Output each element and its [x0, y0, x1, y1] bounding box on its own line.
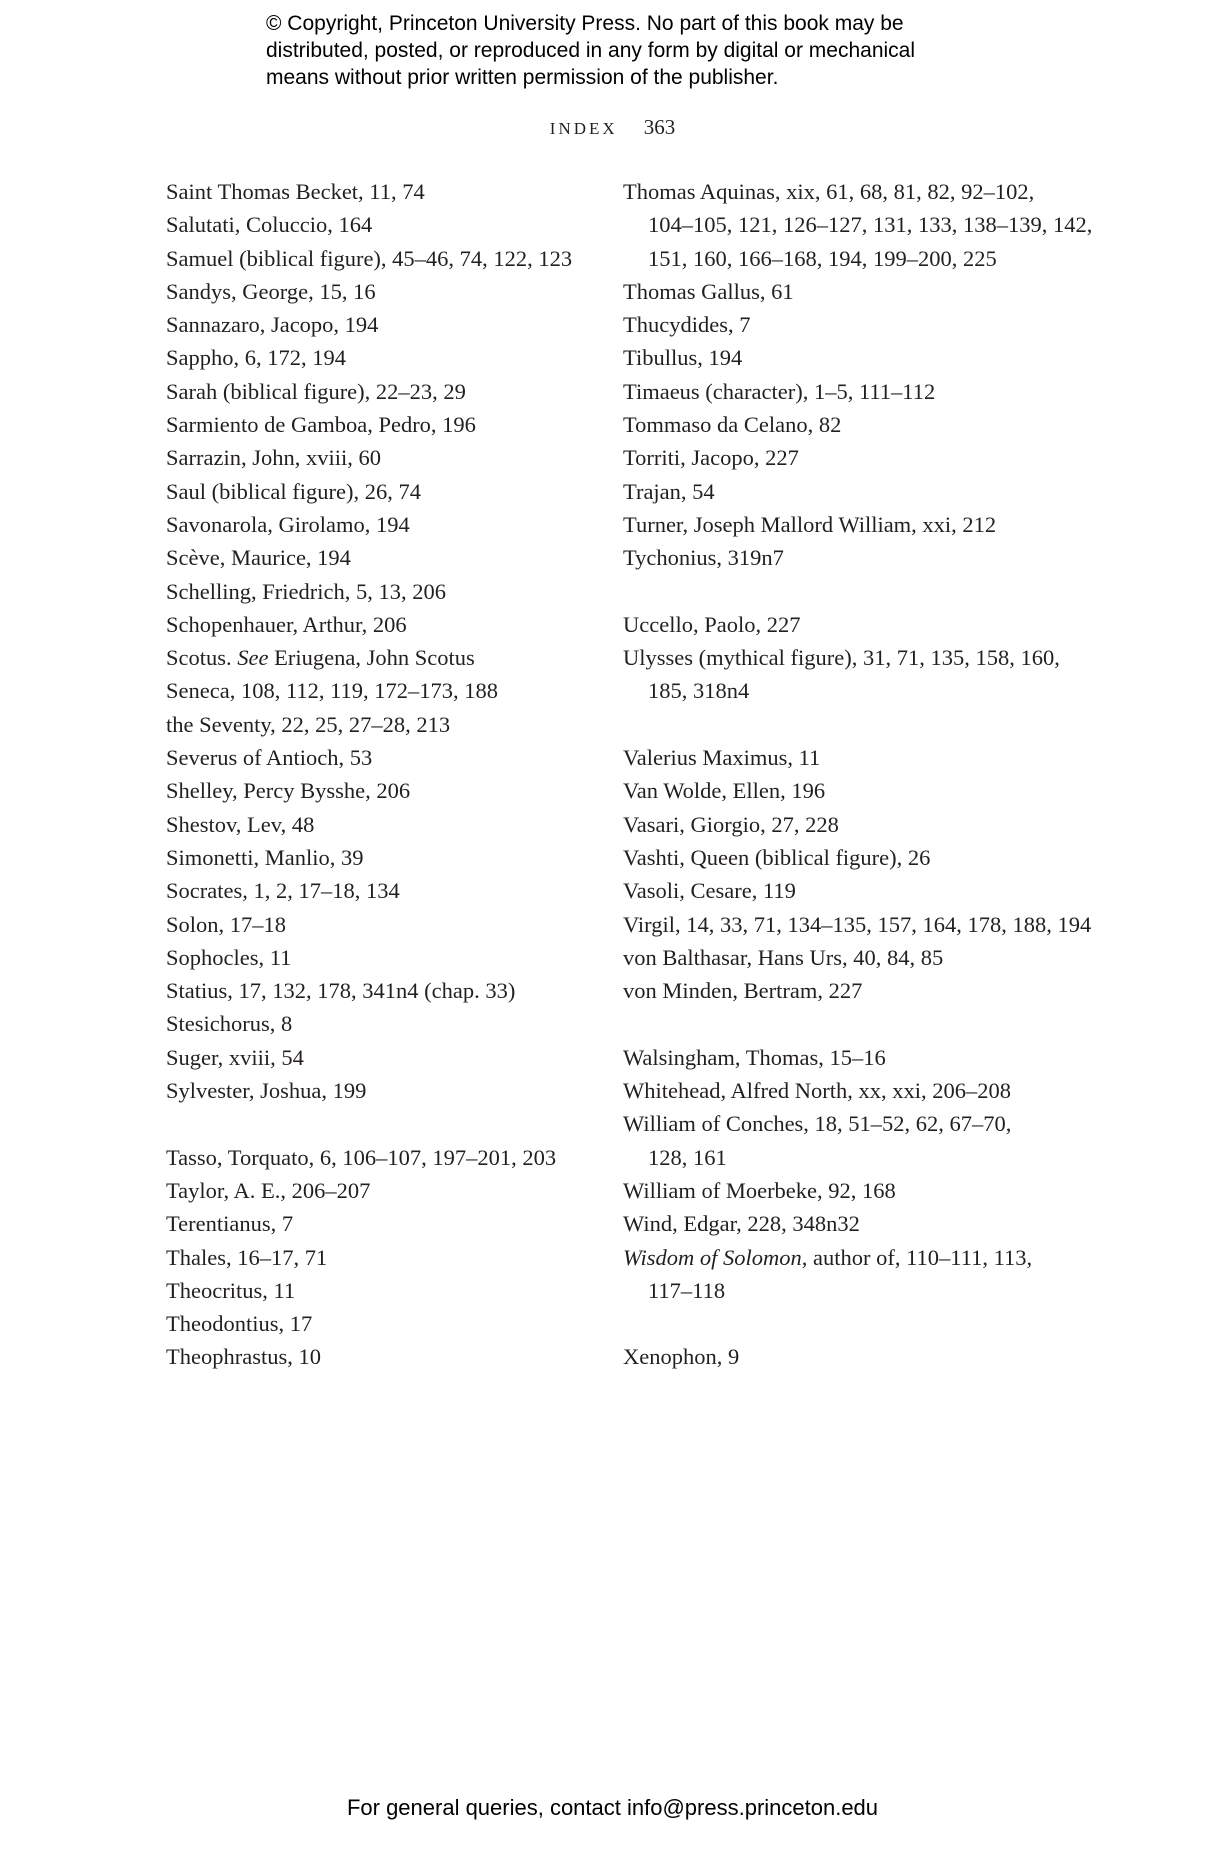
- index-entry: [166, 908, 616, 941]
- index-entry-text: Salutati, Coluccio, 164: [166, 212, 373, 238]
- index-entry-text: Simonetti, Manlio, 39: [166, 844, 364, 870]
- index-entry-text: Torriti, Jacopo, 227: [623, 445, 799, 471]
- index-entry: [623, 974, 1063, 1007]
- index-entry-text: Theodontius, 17: [166, 1311, 313, 1337]
- index-entry: [166, 375, 616, 408]
- index-entry-continuation: [623, 1141, 1063, 1174]
- index-entry: [623, 941, 1063, 974]
- index-entry: [623, 408, 1063, 441]
- index-entry: [623, 508, 1063, 541]
- index-entry-continuation: [623, 1274, 1063, 1307]
- index-entry-text: Trajan, 54: [623, 478, 715, 504]
- index-spacer: [623, 575, 1063, 608]
- copyright-line: © Copyright, Princeton University Press. No part of this book may be: [266, 12, 904, 35]
- index-entry-text: Thales, 16–17, 71: [166, 1244, 328, 1270]
- index-entry-text: Terentianus, 7: [166, 1211, 294, 1237]
- index-entry-italic: See: [237, 645, 269, 671]
- index-entry: [623, 641, 1063, 674]
- index-entry: [166, 208, 616, 241]
- index-entry: [166, 475, 616, 508]
- index-entry: [623, 808, 1063, 841]
- index-entry-text: Theophrastus, 10: [166, 1344, 321, 1370]
- index-entry: [166, 1274, 616, 1307]
- index-entry: [623, 608, 1063, 641]
- index-entry-text: Saul (biblical figure), 26, 74: [166, 478, 421, 504]
- index-entry-text: Savonarola, Girolamo, 194: [166, 511, 410, 537]
- index-entry-text: Sophocles, 11: [166, 944, 292, 970]
- index-entry-text: Stesichorus, 8: [166, 1011, 293, 1037]
- index-entry-text: Scotus.: [166, 645, 238, 671]
- index-entry-text: Theocritus, 11: [166, 1277, 296, 1303]
- index-spacer: [623, 1007, 1063, 1040]
- index-entry: [166, 175, 616, 208]
- index-entry: [623, 841, 1063, 874]
- index-entry-text: Virgil, 14, 33, 71, 134–135, 157, 164, 178, 188, 194: [623, 911, 1092, 937]
- running-head-label: INDEX: [549, 119, 618, 138]
- index-entry: [166, 1241, 616, 1274]
- index-entry-text: Sarmiento de Gamboa, Pedro, 196: [166, 412, 476, 438]
- index-entry: [623, 175, 1063, 208]
- index-entry: [166, 1174, 616, 1207]
- index-entry-text: 185, 318n4: [648, 678, 750, 704]
- index-entry-text: Solon, 17–18: [166, 911, 287, 937]
- index-entry: [166, 741, 616, 774]
- index-column-right: [623, 175, 1093, 1374]
- index-entry: [166, 275, 616, 308]
- index-entry: [166, 508, 616, 541]
- index-entry-text: Taylor, A. E., 206–207: [166, 1177, 371, 1203]
- index-entry: [166, 1041, 616, 1074]
- index-entry-text: Saint Thomas Becket, 11, 74: [166, 179, 425, 204]
- page-number: 363: [643, 115, 676, 139]
- index-entry: [166, 408, 616, 441]
- index-entry: [166, 941, 616, 974]
- index-entry-text: Severus of Antioch, 53: [166, 745, 373, 771]
- index-entry-text: Samuel (biblical figure), 45–46, 74, 122, 123: [166, 245, 573, 271]
- index-entry-text: Tychonius, 319n7: [623, 545, 784, 571]
- index-entry: [623, 1041, 1063, 1074]
- index-entry: [623, 1340, 1063, 1373]
- index-entry-italic: Wisdom of Solomon,: [623, 1244, 808, 1270]
- index-entry-text: Ulysses (mythical figure), 31, 71, 135, 158, 160,: [623, 645, 1060, 671]
- index-entry: [623, 275, 1063, 308]
- index-entry-text: Sappho, 6, 172, 194: [166, 345, 346, 371]
- index-entry: [166, 674, 616, 707]
- index-entry-text: Sarrazin, John, xviii, 60: [166, 445, 381, 471]
- index-spacer: [166, 1107, 616, 1140]
- copyright-line: means without prior written permission of the publisher.: [266, 66, 779, 89]
- index-entry: [166, 608, 616, 641]
- index-entry: [623, 908, 1092, 941]
- index-entry: [623, 341, 1063, 374]
- index-entry-text: the Seventy, 22, 25, 27–28, 213: [166, 711, 451, 737]
- index-entry-text: Wind, Edgar, 228, 348n32: [623, 1211, 860, 1237]
- index-entry-text: Schopenhauer, Arthur, 206: [166, 611, 407, 637]
- index-entry-text: von Minden, Bertram, 227: [623, 978, 863, 1004]
- index-entry-text: Schelling, Friedrich, 5, 13, 206: [166, 578, 446, 604]
- index-entry: [166, 575, 616, 608]
- copyright-line: distributed, posted, or reproduced in any form by digital or mechanical: [266, 39, 916, 62]
- index-entry: [623, 1241, 1063, 1274]
- index-entry-text: Xenophon, 9: [623, 1344, 740, 1370]
- index-entry-text: Sylvester, Joshua, 199: [166, 1078, 367, 1104]
- index-entry-continuation: [623, 242, 1063, 275]
- index-entry-text: Seneca, 108, 112, 119, 172–173, 188: [166, 678, 499, 704]
- index-entry-text: Statius, 17, 132, 178, 341n4 (chap. 33): [166, 978, 516, 1004]
- index-entry: [623, 541, 1063, 574]
- index-entry: [166, 1074, 616, 1107]
- index-column-left: [166, 175, 616, 1374]
- index-entry-after: author of, 110–111, 113,: [807, 1244, 1033, 1270]
- index-entry-text: Scève, Maurice, 194: [166, 545, 351, 571]
- index-entry: [166, 808, 616, 841]
- index-entry: [623, 1174, 1063, 1207]
- index-entry-text: 128, 161: [648, 1144, 727, 1170]
- index-entry-text: Vasoli, Cesare, 119: [623, 878, 796, 904]
- index-entry-text: Shestov, Lev, 48: [166, 811, 315, 837]
- index-entry-text: Sarah (biblical figure), 22–23, 29: [166, 378, 466, 404]
- index-entry: [623, 874, 1063, 907]
- footer-contact: For general queries, contact info@press.princeton.edu: [346, 1795, 879, 1820]
- index-entry-text: Thomas Aquinas, xix, 61, 68, 81, 82, 92–102,: [623, 179, 1035, 204]
- index-entry-text: Thomas Gallus, 61: [623, 278, 794, 304]
- index-entry-text: Vasari, Giorgio, 27, 228: [623, 811, 839, 837]
- index-entry: [623, 375, 1063, 408]
- index-entry: [166, 1141, 616, 1174]
- index-entry: [166, 841, 616, 874]
- index-entry-continuation: [623, 674, 1063, 707]
- index-entry-text: William of Conches, 18, 51–52, 62, 67–70,: [623, 1111, 1012, 1137]
- index-entry-text: Turner, Joseph Mallord William, xxi, 212: [623, 511, 997, 537]
- index-entry: [166, 541, 616, 574]
- index-entry-text: Valerius Maximus, 11: [623, 745, 821, 771]
- index-entry: [166, 242, 616, 275]
- index-spacer: [623, 1307, 1063, 1340]
- index-entry: [623, 1207, 1063, 1240]
- index-entry-text: Whitehead, Alfred North, xx, xxi, 206–208: [623, 1078, 1012, 1104]
- index-entry-text: Socrates, 1, 2, 17–18, 134: [166, 878, 400, 904]
- index-entry: [623, 741, 1063, 774]
- index-entry-text: Van Wolde, Ellen, 196: [623, 778, 826, 804]
- index-entry: [623, 1074, 1063, 1107]
- index-entry-text: Thucydides, 7: [623, 312, 751, 338]
- index-entry-text: Walsingham, Thomas, 15–16: [623, 1044, 886, 1070]
- index-entry: [166, 1307, 616, 1340]
- index-entry-text: William of Moerbeke, 92, 168: [623, 1177, 896, 1203]
- index-entry-continuation: [623, 208, 1093, 241]
- index-entry-text: 117–118: [648, 1277, 726, 1303]
- index-entry-text: Sannazaro, Jacopo, 194: [166, 312, 379, 338]
- index-entry: [166, 341, 616, 374]
- index-spacer: [623, 708, 1063, 741]
- index-entry-text: Tibullus, 194: [623, 345, 743, 371]
- index-entry-text: Vashti, Queen (biblical figure), 26: [623, 844, 931, 870]
- index-entry-text: von Balthasar, Hans Urs, 40, 84, 85: [623, 944, 944, 970]
- index-entry-text: 104–105, 121, 126–127, 131, 133, 138–139, 142,: [648, 212, 1093, 238]
- index-entry-text: Timaeus (character), 1–5, 111–112: [623, 378, 936, 404]
- index-entry: [166, 708, 616, 741]
- index-entry-text: 151, 160, 166–168, 194, 199–200, 225: [648, 245, 997, 271]
- index-entry: [166, 774, 616, 807]
- index-entry: [166, 441, 616, 474]
- index-entry: [166, 308, 616, 341]
- index-entry-text: Uccello, Paolo, 227: [623, 611, 801, 637]
- index-entry: [166, 974, 616, 1007]
- running-head: [0, 112, 1225, 144]
- index-entry: [623, 475, 1063, 508]
- index-entry: [623, 774, 1063, 807]
- index-entry-text: Suger, xviii, 54: [166, 1044, 304, 1070]
- index-entry: [166, 1007, 616, 1040]
- copyright-notice: [266, 10, 1026, 91]
- index-entry: [166, 1340, 616, 1373]
- index-entry-text: Tasso, Torquato, 6, 106–107, 197–201, 203: [166, 1144, 557, 1170]
- index-entry: [166, 1207, 616, 1240]
- index-entry: [623, 1107, 1063, 1140]
- index-entry-after: Eriugena, John Scotus: [268, 645, 475, 671]
- index-entry-text: Sandys, George, 15, 16: [166, 278, 376, 304]
- index-entry: [623, 308, 1063, 341]
- index-entry: [166, 874, 616, 907]
- index-entry: [166, 641, 616, 674]
- index-entry-text: Tommaso da Celano, 82: [623, 412, 842, 438]
- index-entry-text: Shelley, Percy Bysshe, 206: [166, 778, 411, 804]
- index-entry: [623, 441, 1063, 474]
